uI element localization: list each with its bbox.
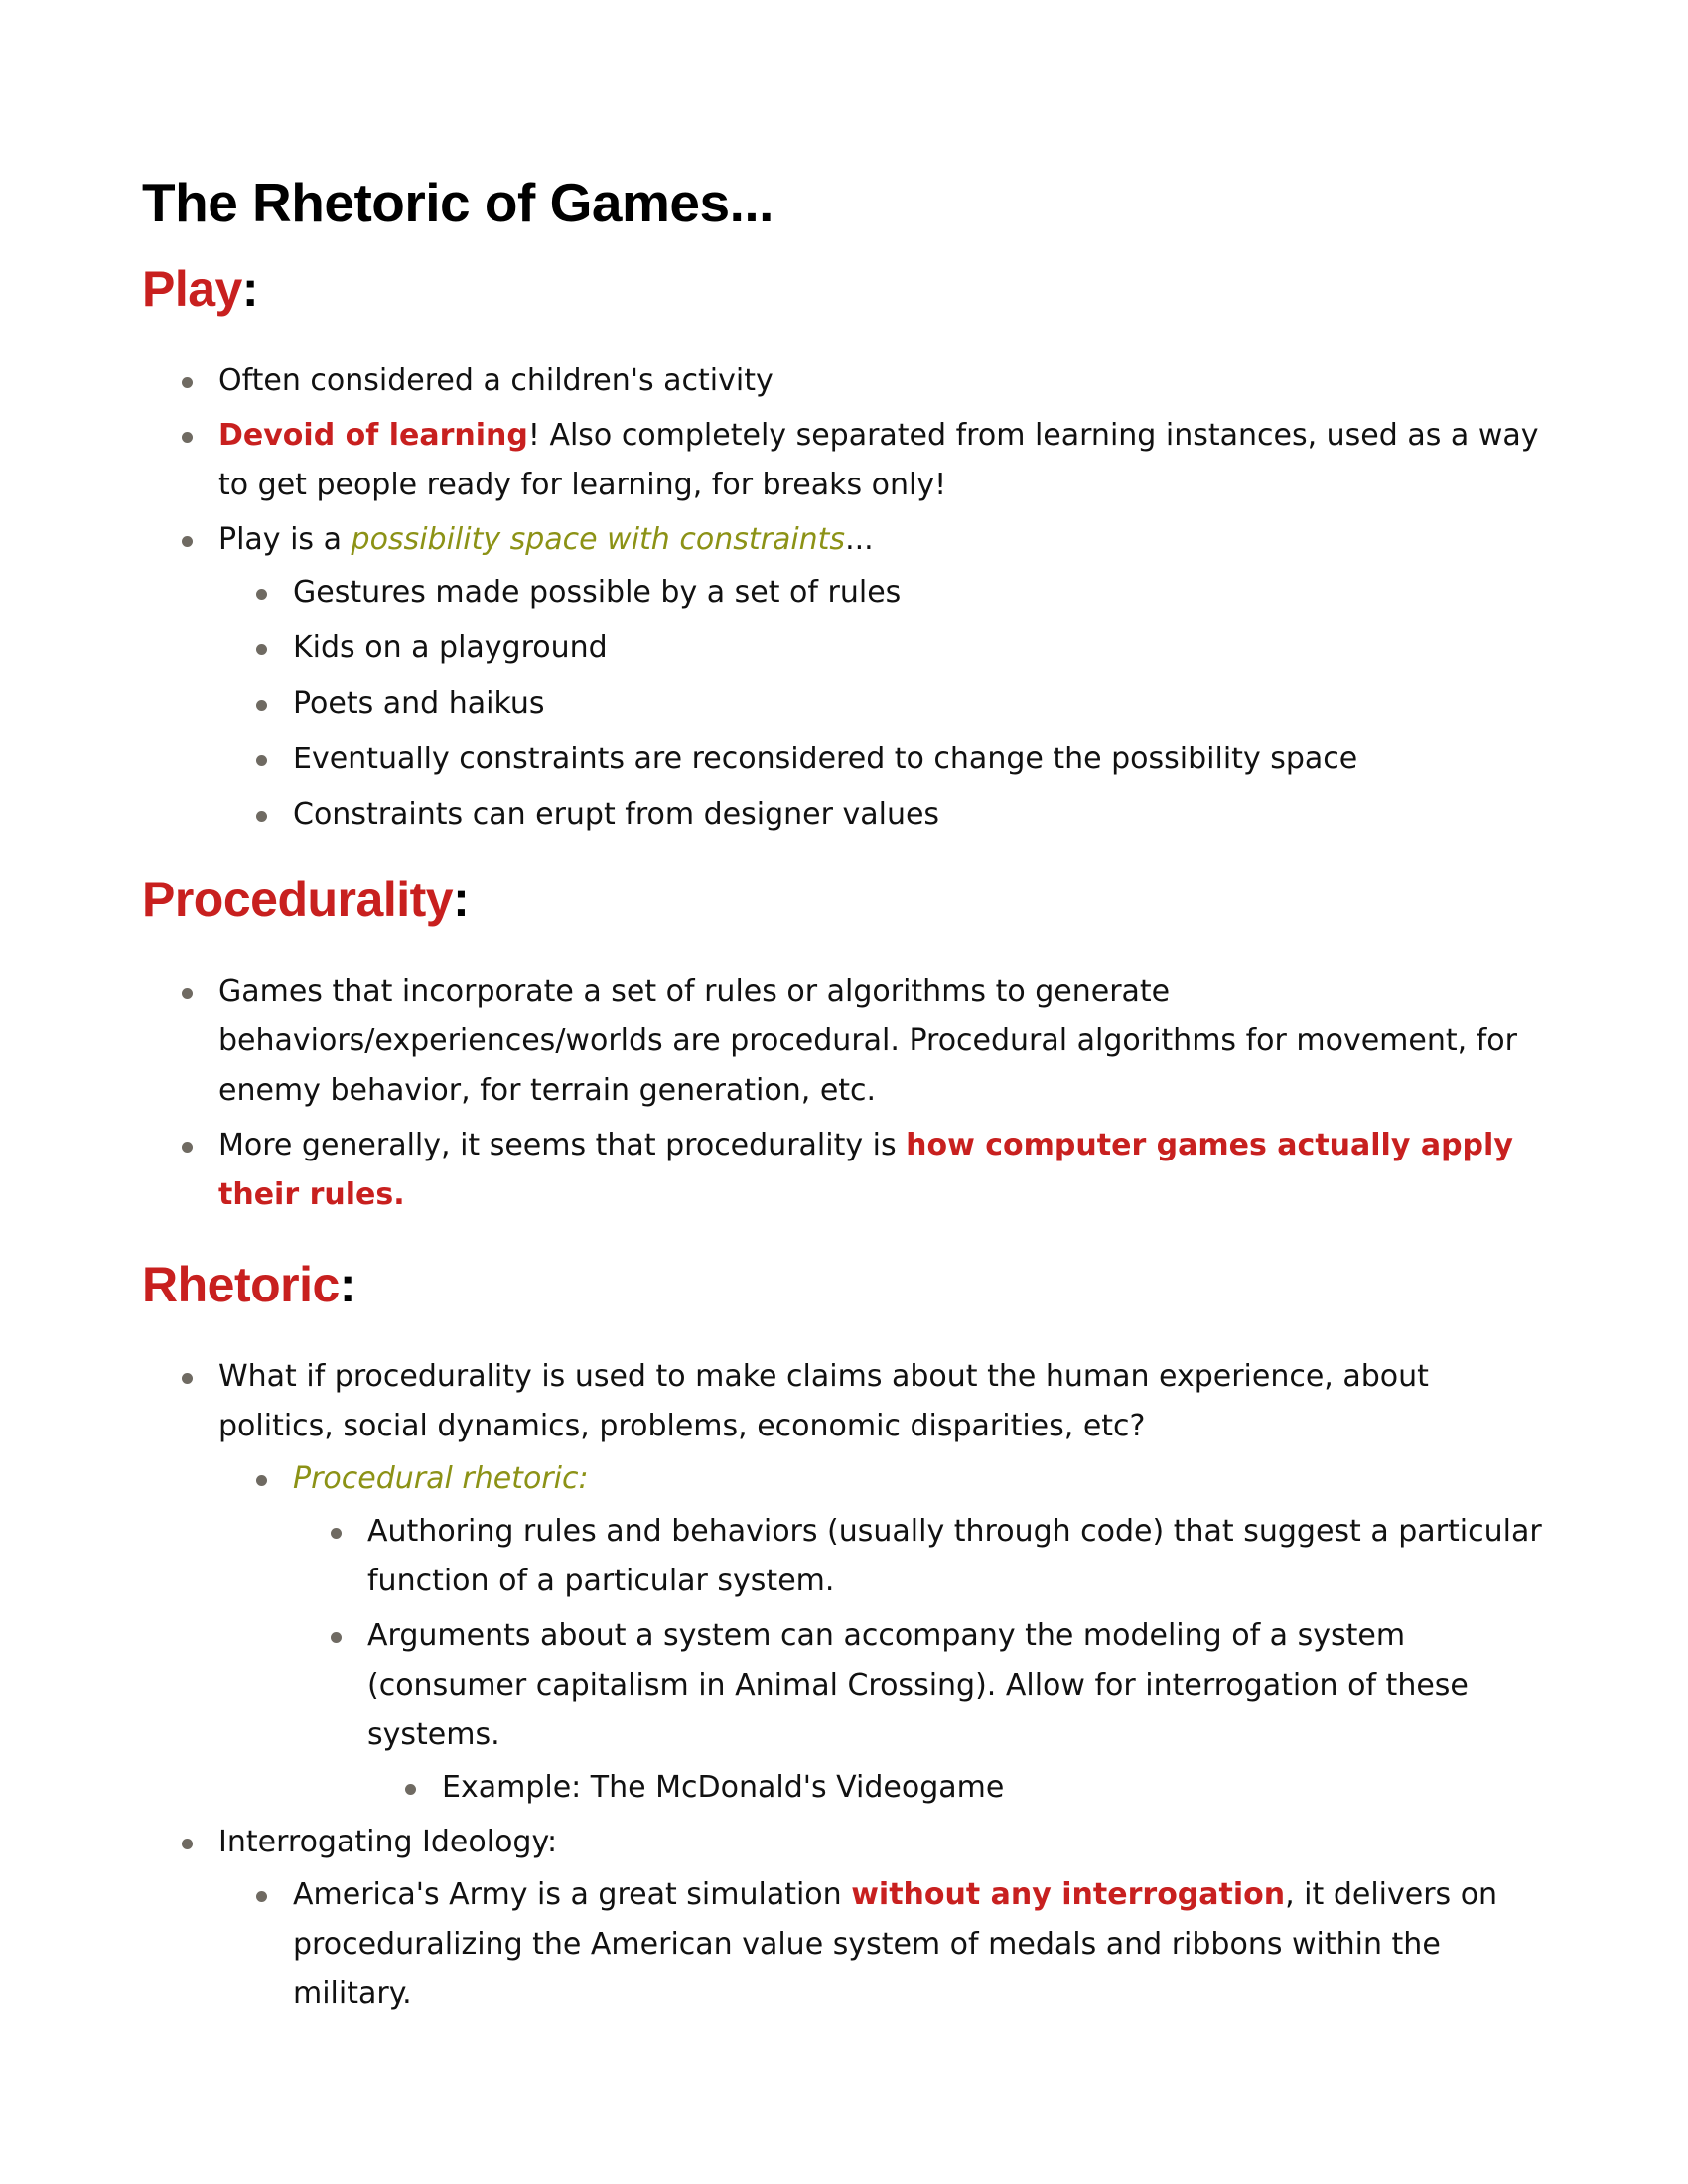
rhetoric-list xyxy=(142,1352,1552,2019)
list-item-text: ! Also completely separated from learning instances, used as a way to get people ready for learning, for breaks only! xyxy=(218,417,1539,502)
emphasis-text: Devoid of learning xyxy=(218,417,528,453)
list-item-text: Often considered a children's activity xyxy=(218,362,774,398)
procedurality-list xyxy=(142,967,1552,1220)
bullet-icon xyxy=(256,644,267,655)
list-item xyxy=(218,1121,1552,1220)
list-item xyxy=(218,1818,1552,2019)
list-item-text: ... xyxy=(845,521,874,557)
list-item xyxy=(293,1870,1552,2019)
list-item-text: Arguments about a system can accompany the modeling of a system (consumer capitalism in Animal Crossing). Allow for interrogation of these systems. xyxy=(367,1617,1469,1752)
list-item xyxy=(218,515,1552,840)
list-item xyxy=(293,623,1552,673)
bullet-icon xyxy=(182,432,193,443)
list-item xyxy=(293,735,1552,784)
emphasis-text: Procedural rhetoric: xyxy=(293,1460,589,1496)
bullet-icon xyxy=(256,1891,267,1902)
heading-keyword: Play xyxy=(142,260,242,317)
list-item-text: America's Army is a great simulation xyxy=(293,1876,852,1912)
heading-colon: : xyxy=(241,260,259,317)
bullet-icon xyxy=(256,755,267,766)
nested-list xyxy=(218,1870,1552,2019)
list-item xyxy=(442,1763,1552,1813)
bullet-icon xyxy=(256,700,267,711)
nested-list xyxy=(293,1507,1552,1813)
heading-keyword: Procedurality xyxy=(142,871,454,927)
emphasis-text: possibility space with constraints xyxy=(351,521,846,557)
page-title: The Rhetoric of Games... xyxy=(142,172,774,233)
section-heading-rhetoric xyxy=(142,1255,1552,1314)
section-heading-play xyxy=(142,259,1552,319)
bullet-icon xyxy=(182,536,193,547)
bullet-icon xyxy=(256,589,267,600)
list-item-text: Eventually constraints are reconsidered to change the possibility space xyxy=(293,741,1358,776)
nested-list xyxy=(218,1454,1552,1813)
bullet-icon xyxy=(331,1632,342,1643)
bullet-icon xyxy=(331,1528,342,1539)
bullet-icon xyxy=(182,377,193,388)
list-item xyxy=(293,1454,1552,1813)
list-item xyxy=(367,1507,1552,1606)
bullet-icon xyxy=(256,1475,267,1486)
section-heading-procedurality xyxy=(142,870,1552,929)
list-item-text: Authoring rules and behaviors (usually through code) that suggest a particular function of a particular system. xyxy=(367,1513,1542,1598)
list-item xyxy=(218,967,1552,1116)
list-item xyxy=(367,1611,1552,1813)
bullet-icon xyxy=(405,1784,416,1795)
nested-list xyxy=(218,568,1552,840)
bullet-icon xyxy=(182,1839,193,1849)
bullet-icon xyxy=(182,988,193,999)
heading-colon: : xyxy=(339,1256,355,1312)
list-item-text: Example: The McDonald's Videogame xyxy=(442,1769,1005,1805)
list-item-text: More generally, it seems that procedurality is xyxy=(218,1127,907,1162)
list-item-text: Interrogating Ideology: xyxy=(218,1824,558,1859)
heading-keyword: Rhetoric xyxy=(142,1256,340,1312)
list-item-text: , it delivers on proceduralizing the American value system of medals and ribbons within the military. xyxy=(293,1876,1498,2011)
list-item-text: Games that incorporate a set of rules or algorithms to generate behaviors/experiences/worlds are procedural. Procedural algorithms for movement, for enemy behavior, for terrain generation, etc. xyxy=(218,973,1517,1108)
list-item-text: What if procedurality is used to make claims about the human experience, about politics, social dynamics, problems, economic disparities, etc? xyxy=(218,1358,1429,1443)
play-list xyxy=(142,356,1552,840)
document-page xyxy=(142,169,1552,2024)
heading-colon: : xyxy=(453,871,470,927)
emphasis-text: without any interrogation xyxy=(851,1876,1286,1912)
list-item-text: Kids on a playground xyxy=(293,629,608,665)
bullet-icon xyxy=(182,1142,193,1153)
bullet-icon xyxy=(256,811,267,822)
nested-list xyxy=(367,1763,1552,1813)
list-item xyxy=(218,411,1552,510)
emphasis-text: how computer games actually apply their rules. xyxy=(218,1127,1513,1212)
list-item xyxy=(218,356,1552,406)
list-item xyxy=(293,568,1552,617)
list-item xyxy=(293,790,1552,840)
bullet-icon xyxy=(182,1373,193,1384)
list-item-text: Poets and haikus xyxy=(293,685,545,721)
list-item-text: Play is a xyxy=(218,521,352,557)
list-item xyxy=(218,1352,1552,1813)
list-item-text: Gestures made possible by a set of rules xyxy=(293,574,902,610)
list-item xyxy=(293,679,1552,729)
list-item-text: Constraints can erupt from designer values xyxy=(293,796,940,832)
